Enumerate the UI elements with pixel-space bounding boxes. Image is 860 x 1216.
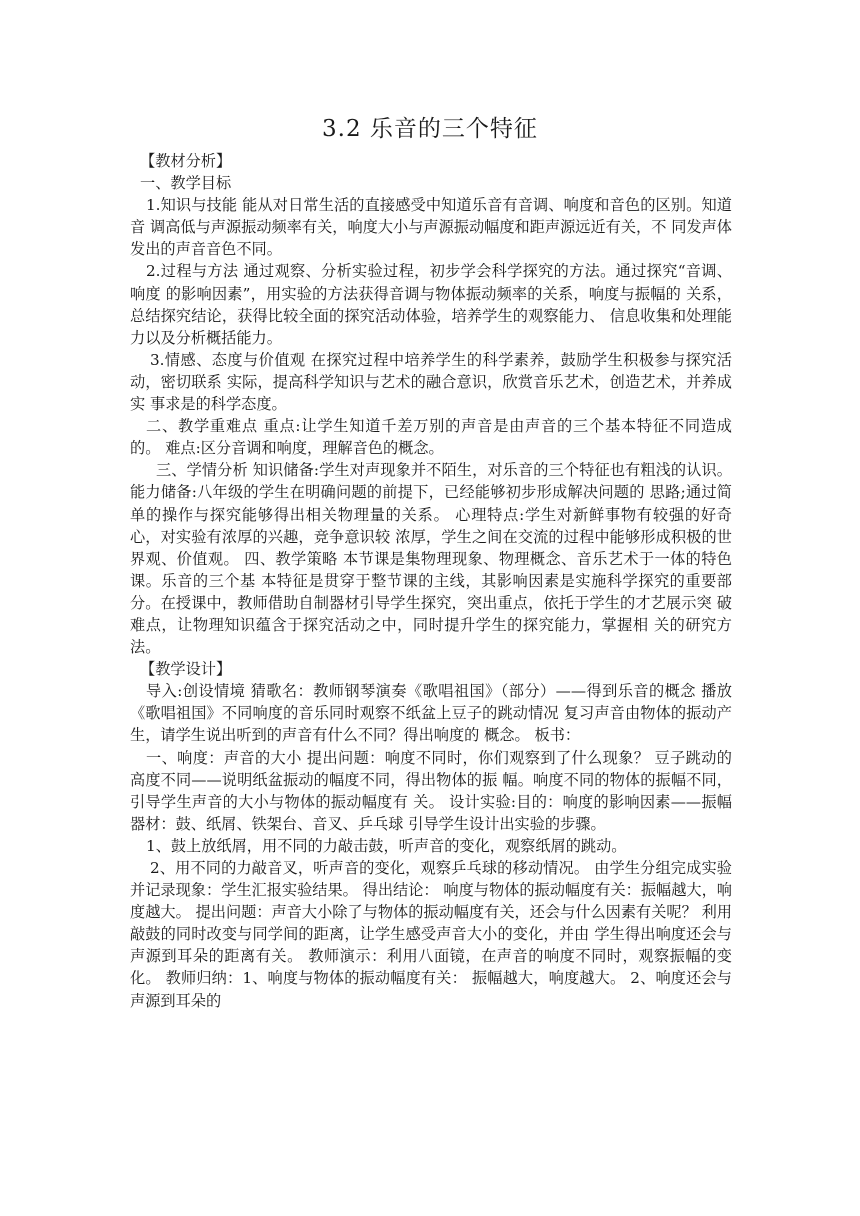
paragraph-emotion-attitude: 3.情感、态度与价值观 在探究过程中培养学生的科学素养，鼓励学生积极参与探究活动，密切联系 实际，提高科学知识与艺术的融合意识，欣赏音乐艺术，创造艺术，并养成实 事求是的科学态度。	[130, 350, 732, 414]
paragraph-key-difficult-points: 二、教学重难点 重点:让学生知道千差万别的声音是由声音的三个基本特征不同造成的。 难点:区分音调和响度，理解音色的概念。	[130, 417, 732, 458]
paragraph-process-method: 2.过程与方法 通过观察、分析实验过程，初步学会科学探究的方法。通过探究“音调、响度 的影响因素”，用实验的方法获得音调与物体振动频率的关系，响度与振幅的 关系，总结探究结论，获得比较全面的探究活动体验，培养学生的观察能力、 信息收集和处理能力以及分析概括能力。	[130, 262, 732, 347]
paragraph-loudness: 一、响度：声音的大小 提出问题：响度不同时，你们观察到了什么现象？ 豆子跳动的高度不同——说明纸盆振动的幅度不同，得出物体的振 幅。响度不同的物体的振幅不同，引导学生声音的大小与物体的振动幅度有 关。 设计实验:目的：响度的影响因素——振幅 器材：鼓、纸屑、铁架台、音叉、乒乓球 引导学生设计出实验的步骤。	[130, 748, 732, 833]
paragraph-step-tuning-fork: 2、用不同的力敲音叉，听声音的变化，观察乒乓球的移动情况。 由学生分组完成实验并记录现象：学生汇报实验结果。 得出结论： 响度与物体的振动幅度有关：振幅越大，响度越大。 提出问题：声音大小除了与物体的振动幅度有关，还会与什么因素有关呢？ 利用敲鼓的同时改变与同学间的距离，让学生感受声音大小的变化，并由 学生得出响度还会与声源到耳朵的距离有关。 教师演示：利用八面镜，在声音的响度不同时，观察振幅的变化。 教师归纳：1、响度与物体的振动幅度有关： 振幅越大，响度越大。 2、响度还会与声源到耳朵的	[130, 859, 732, 1010]
paragraph-learner-analysis: 三、学情分析 知识储备:学生对声现象并不陌生，对乐音的三个特征也有粗浅的认识。 能力储备:八年级的学生在明确问题的前提下，已经能够初步形成解决问题的 思路;通过简单的操作与探究能够得出相关物理量的关系。 心理特点:学生对新鲜事物有较强的好奇心，对实验有浓厚的兴趣，竞争意识较 浓厚，学生之间在交流的过程中能够形成积极的世界观、价值观。 四、教学策略 本节课是集物理现象、物理概念、音乐艺术于一体的特色课。乐音的三个基 本特征是贯穿于整节课的主线，其影响因素是实施科学探究的重要部分。在授课中，教师借助自制器材引导学生探究，突出重点，依托于学生的才艺展示突 破难点，让物理知识蕴含于探究活动之中，同时提升学生的探究能力，掌握相 关的研究方法。	[130, 461, 732, 657]
section-heading-teaching-design: 【教学设计】	[140, 660, 232, 679]
document-title: 3.2 乐音的三个特征	[322, 116, 538, 142]
subheading-teaching-goals: 一、教学目标	[140, 174, 232, 193]
paragraph-introduction: 导入:创设情境 猜歌名：教师钢琴演奏《歌唱祖国》（部分）——得到乐音的概念 播放《歌唱祖国》不同响度的音乐同时观察不纸盆上豆子的跳动情况 复习声音由物体的振动产生，请学生说出听到的声音有什么不同？得出响度的 概念。 板书：	[130, 682, 732, 745]
paragraph-step-drum: 1、鼓上放纸屑，用不同的力敲击鼓，听声音的变化，观察纸屑的跳动。	[146, 836, 627, 855]
paragraph-knowledge-skills: 1.知识与技能 能从对日常生活的直接感受中知道乐音有音调、响度和音色的区别。知道音 调高低与声源振动频率有关，响度大小与声源振动幅度和距声源远近有关，不 同发声体发出的声音音色不同。	[130, 196, 732, 259]
document-body	[130, 150, 732, 1012]
section-heading-material-analysis: 【教材分析】	[140, 152, 232, 170]
